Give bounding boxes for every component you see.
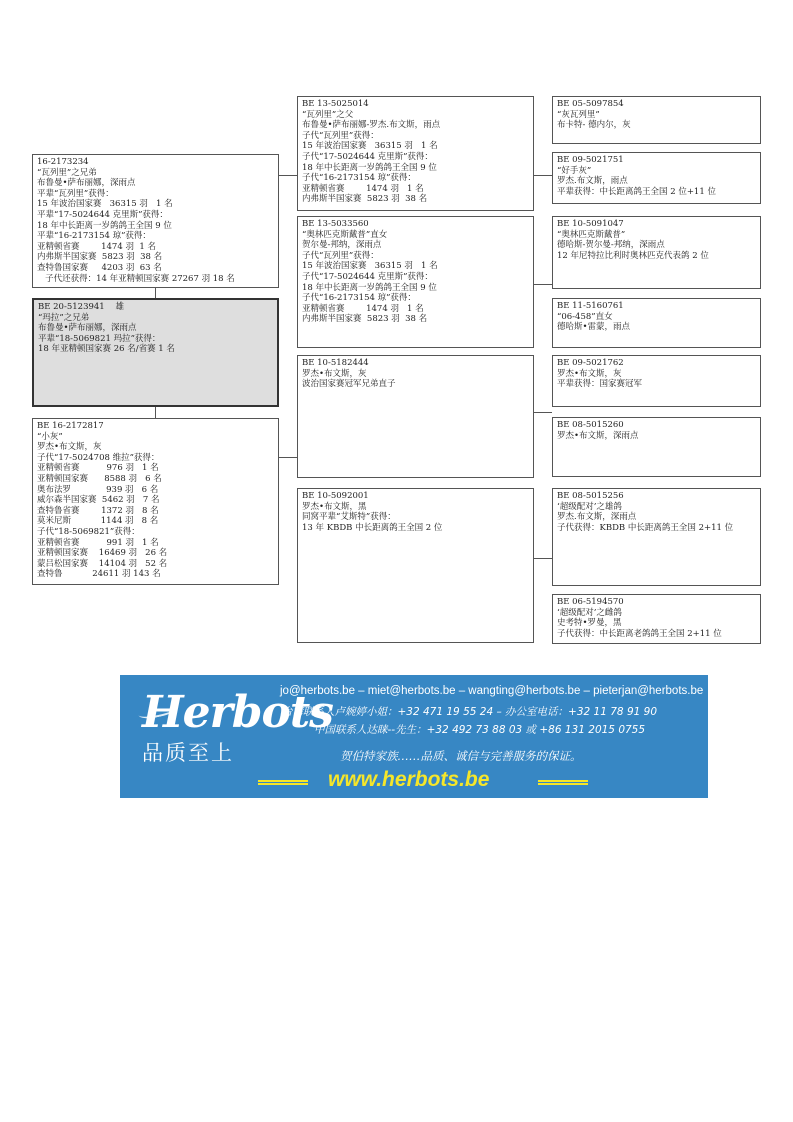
- pedigree-line: “奥林匹克斯戴普”: [557, 229, 626, 240]
- pedigree-line: 子代获得：KBDB 中长距离鸽王全国 2+11 位: [557, 522, 734, 533]
- herbots-banner: [120, 675, 708, 798]
- pedigree-line: 查特鲁 24611 羽 143 名: [37, 569, 161, 580]
- pedigree-line: 内弗斯半国家赛 5823 羽 38 名: [37, 252, 163, 263]
- pedigree-line: 子代“17-5024708 维拉”获得：: [37, 452, 160, 463]
- pedigree-card-dam-sire: [297, 355, 534, 478]
- pedigree-card-subject: [32, 298, 279, 407]
- pedigree-line: 查特鲁国家赛 4203 羽 63 名: [37, 262, 162, 273]
- pedigree-line: 德哈斯•雷蒙，雨点: [557, 322, 631, 333]
- pedigree-line: 罗杰•布文斯，黑: [302, 501, 367, 512]
- pedigree-line: 内弗斯半国家赛 5823 羽 38 名: [302, 194, 428, 205]
- pedigree-line: 罗杰.布文斯，深雨点: [557, 512, 637, 523]
- pedigree-card-dss: [552, 355, 761, 407]
- connector: [278, 457, 297, 458]
- pedigree-line: 平辈“18-5069821 玛拉”获得：: [38, 333, 161, 344]
- pedigree-line: 内弗斯半国家赛 5823 羽 38 名: [302, 314, 428, 325]
- ring-number: BE 10-5091047: [557, 219, 624, 229]
- pedigree-line: 德哈斯-贺尔曼-邦纳，深雨点: [557, 240, 665, 251]
- pedigree-line: 平辈获得：国家赛冠军: [557, 379, 643, 390]
- tagline: 贺伯特家族……品质、诚信与完善服务的保证。: [340, 749, 582, 763]
- pedigree-line: ‘超级配对’之雌鸽: [557, 607, 622, 618]
- pedigree-line: “瓦列里”之父: [302, 109, 354, 120]
- pedigree-line: 15 年波治国家赛 36315 羽 1 名: [302, 261, 438, 272]
- pedigree-line: 奥布法罗 939 羽 6 名: [37, 484, 159, 495]
- pedigree-line: 18 年亚精顿国家赛 26 名/省赛 1 名: [38, 344, 175, 355]
- ring-number: BE 09-5021751: [557, 155, 624, 165]
- pedigree-line: 罗杰.布文斯，雨点: [557, 176, 628, 187]
- pedigree-line: 查特鲁省赛 1372 羽 8 名: [37, 505, 159, 516]
- pedigree-card-sds: [552, 216, 761, 289]
- pedigree-card-ssd: [552, 152, 761, 204]
- pedigree-line: 平辈获得：中长距离鸽王全国 2 位+11 位: [557, 186, 716, 197]
- pedigree-line: 15 年波治国家赛 36315 羽 1 名: [302, 141, 438, 152]
- pedigree-line: 18 年中长距离一岁鸽鸽王全国 9 位: [37, 220, 172, 231]
- pedigree-line: 子代获得：中长距离老鸽鸽王全国 2+11 位: [557, 628, 722, 639]
- pedigree-line: 贺尔曼-邦纳，深雨点: [302, 240, 382, 251]
- ring-number: 16-2173234: [37, 157, 89, 167]
- pedigree-line: 12 年尼特拉比利时奥林匹克代表鸽 2 位: [557, 250, 709, 261]
- pedigree-line: 18 年中长距离一岁鸽鸽王全国 9 位: [302, 282, 437, 293]
- ring-number: BE 16-2172817: [37, 421, 104, 431]
- pedigree-line: 18 年中长距离一岁鸽鸽王全国 9 位: [302, 162, 437, 173]
- pedigree-line: 威尔森半国家赛 5462 羽 7 名: [37, 495, 160, 506]
- pedigree-line: ‘超级配对’之雄鸽: [557, 501, 622, 512]
- ring-number: BE 20-5123941 雄: [38, 302, 125, 312]
- pedigree-line: “06-458”直女: [557, 311, 613, 322]
- pedigree-card-sdd: [552, 298, 761, 348]
- website-link[interactable]: www.herbots.be: [328, 768, 490, 791]
- ring-number: BE 13-5025014: [302, 99, 369, 109]
- connector: [533, 412, 552, 413]
- pedigree-line: 子代“16-2173154 琼”获得：: [302, 293, 416, 304]
- ring-number: BE 13-5033560: [302, 219, 369, 229]
- ring-number: BE 08-5015256: [557, 491, 624, 501]
- pedigree-line: 波治国家赛冠军兄弟直子: [302, 379, 396, 390]
- pedigree-line: 布卡特- 德内尔，灰: [557, 120, 631, 131]
- ring-number: BE 05-5097854: [557, 99, 624, 109]
- pedigree-line: 子代“18-5069821”获得：: [37, 526, 140, 537]
- pedigree-line: 亚精顿国家赛 16469 羽 26 名: [37, 548, 168, 559]
- pedigree-line: 亚精顿省赛 1474 羽 1 名: [302, 183, 424, 194]
- ring-number: BE 08-5015260: [557, 420, 624, 430]
- pedigree-card-sss: [552, 96, 761, 144]
- pedigree-line: 布鲁曼•萨布丽娜，深雨点: [37, 178, 136, 189]
- pedigree-card-ddd: [552, 594, 761, 644]
- pedigree-line: 13 年 KBDB 中长距离鸽王全国 2 位: [302, 522, 443, 533]
- contact-emails[interactable]: jo@herbots.be – miet@herbots.be – wangting@herbots.be – pieterjan@herbots.be: [280, 685, 704, 697]
- connector: [533, 284, 552, 285]
- pedigree-line: 布鲁曼•萨布丽娜，深雨点: [38, 323, 137, 334]
- pedigree-line: 子代“17-5024644 克里斯”获得：: [302, 151, 433, 162]
- connector: [533, 175, 552, 176]
- pedigree-line: 子代“17-5024644 克里斯”获得：: [302, 271, 433, 282]
- pedigree-card-dam: [32, 418, 279, 585]
- pedigree-card-sire-sire: [297, 96, 534, 211]
- pedigree-line: 亚精顿国家赛 8588 羽 6 名: [37, 473, 162, 484]
- pedigree-line: 平辈“16-2173154 琼”获得：: [37, 231, 151, 242]
- connector: [278, 175, 297, 176]
- pedigree-card-sire-dam: [297, 216, 534, 348]
- pedigree-card-dam-dam: [297, 488, 534, 643]
- pedigree-line: “灰瓦列里”: [557, 109, 600, 120]
- pedigree-line: “奥林匹克斯戴普”直女: [302, 229, 388, 240]
- pedigree-card-dsd: [552, 417, 761, 477]
- pedigree-card-dds: [552, 488, 761, 586]
- pedigree-line: 子代还获得：14 年亚精顿国家赛 27267 羽 18 名: [37, 273, 235, 284]
- pedigree-line: 15 年波治国家赛 36315 羽 1 名: [37, 199, 173, 210]
- pedigree-card-sire: [32, 154, 279, 288]
- contact-phone-taiwan: 台湾联系人卢婉婷小姐：+32 471 19 55 24 – 办公室电话：+32 11 78 91 90: [282, 706, 658, 718]
- pedigree-line: 平辈“17-5024644 克里斯”获得：: [37, 209, 168, 220]
- decoration-left: [258, 780, 308, 785]
- pedigree-line: “小灰”: [37, 431, 63, 442]
- pedigree-line: 布鲁曼•萨布丽娜-罗杰.布文斯，雨点: [302, 120, 441, 131]
- pedigree-line: 莫米尼斯 1144 羽 8 名: [37, 516, 159, 527]
- ring-number: BE 11-5160761: [557, 301, 624, 311]
- herbots-logo: Herbots: [142, 687, 333, 738]
- ring-number: BE 09-5021762: [557, 358, 624, 368]
- pedigree-line: 罗杰•布文斯，深雨点: [557, 430, 639, 441]
- pedigree-line: 亚精顿省赛 1474 羽 1 名: [37, 241, 156, 252]
- pedigree-line: 史考特•罗曼，黑: [557, 618, 622, 629]
- connector: [155, 406, 156, 418]
- pedigree-line: 亚精顿省赛 976 羽 1 名: [37, 463, 159, 474]
- pedigree-line: 罗杰•布文斯，灰: [37, 442, 102, 453]
- connector: [533, 558, 552, 559]
- pedigree-line: 罗杰•布文斯，灰: [302, 368, 367, 379]
- pedigree-line: 同窝平辈“艾斯特”获得：: [302, 512, 396, 523]
- pedigree-line: 蒙吕松国家赛 14104 羽 52 名: [37, 558, 168, 569]
- pedigree-line: 罗杰•布文斯，灰: [557, 368, 622, 379]
- contact-phone-china: 中国联系人达睐--先生：+32 492 73 88 03 或 +86 131 2015 0755: [314, 724, 646, 736]
- pedigree-line: 子代“16-2173154 琼”获得：: [302, 173, 416, 184]
- pedigree-line: 平辈“瓦列里”获得：: [37, 188, 114, 199]
- ring-number: BE 10-5182444: [302, 358, 369, 368]
- pedigree-line: “好手灰”: [557, 165, 592, 176]
- pedigree-line: 亚精顿省赛 991 羽 1 名: [37, 537, 159, 548]
- slogan: 品质至上: [142, 741, 234, 765]
- pedigree-line: 亚精顿省赛 1474 羽 1 名: [302, 303, 424, 314]
- decoration-right: [538, 780, 588, 785]
- pedigree-line: “瓦列里”之兄弟: [37, 167, 97, 178]
- pedigree-line: 子代“瓦列里”获得：: [302, 250, 379, 261]
- ring-number: BE 10-5092001: [302, 491, 369, 501]
- pedigree-line: 子代“瓦列里”获得：: [302, 130, 379, 141]
- pedigree-line: “玛拉”之兄弟: [38, 312, 90, 323]
- ring-number: BE 06-5194570: [557, 597, 624, 607]
